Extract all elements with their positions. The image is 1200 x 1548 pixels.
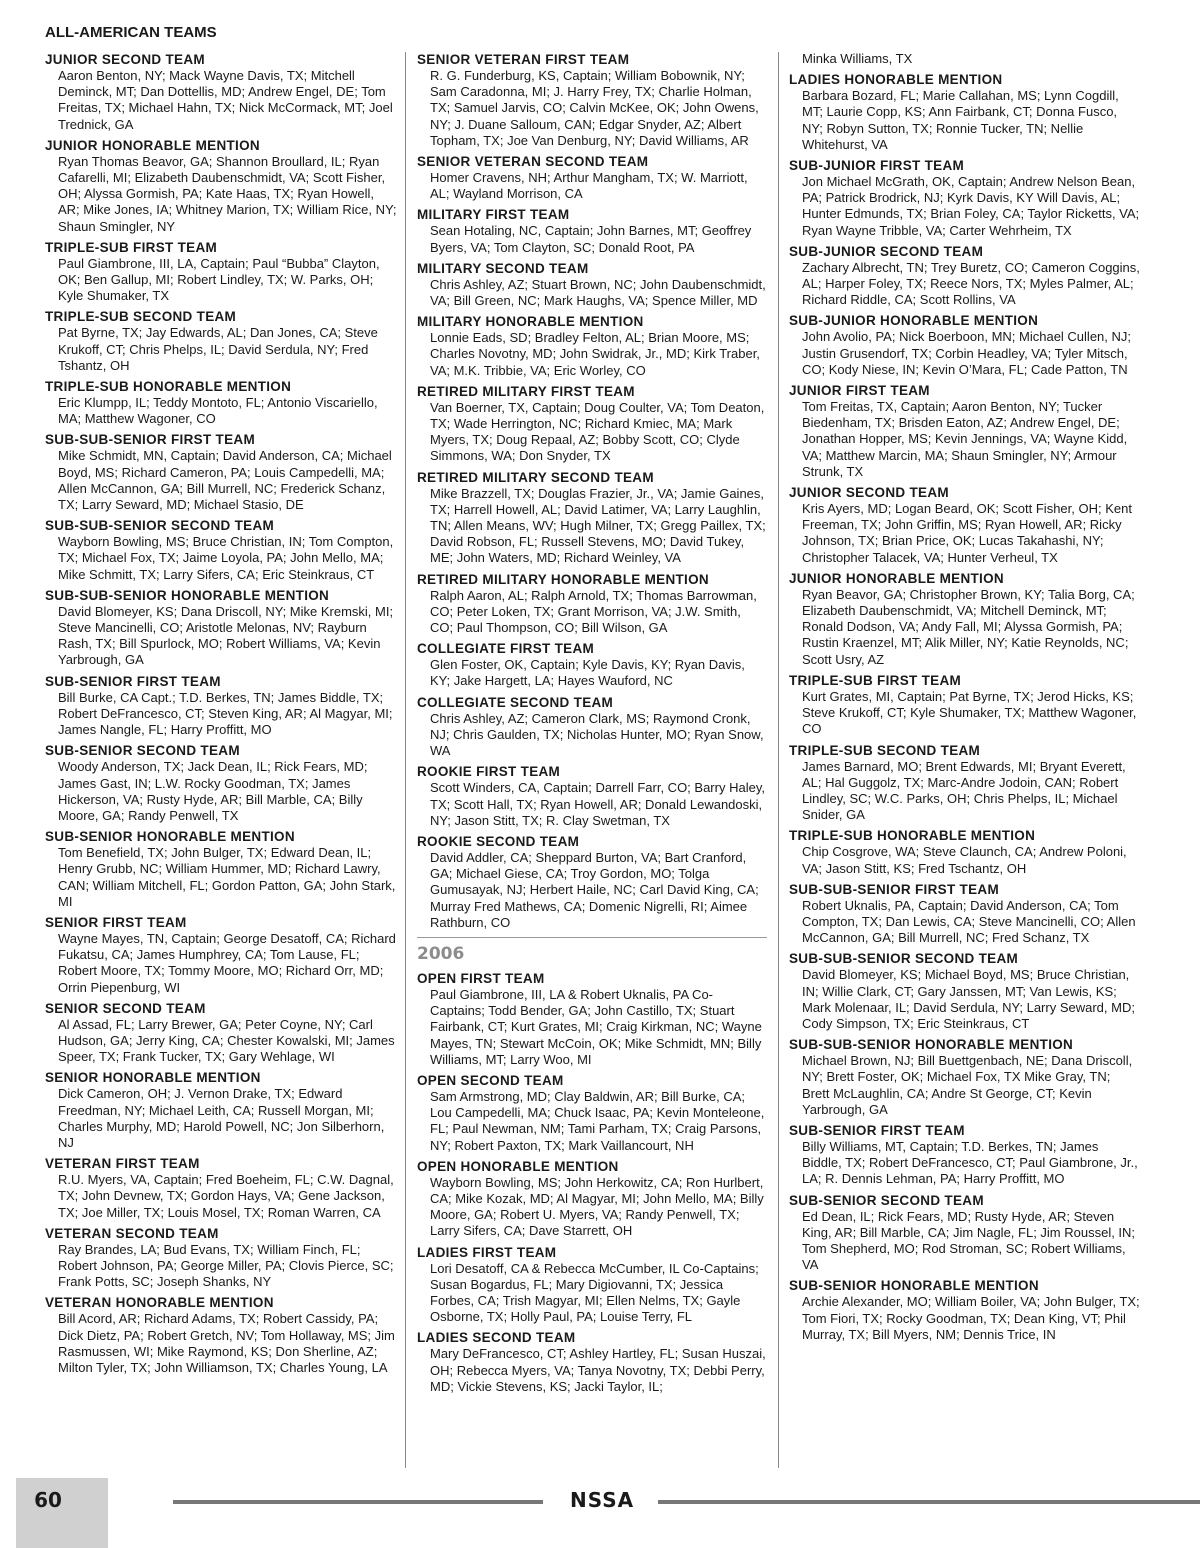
section-heading: TRIPLE-SUB SECOND TEAM [45, 309, 237, 325]
page-number: 60 [34, 1488, 62, 1512]
section-names: David Blomeyer, KS; Dana Driscoll, NY; Mike Kremski, MI; Steve Mancinelli, CO; Aristotle Melonas, NV; Rayburn Rash, TX; Bill Spurlock, MO; Robert Williams, VA; Kevin Yarbrough, GA [58, 603, 394, 668]
section-names: Mike Schmidt, MN, Captain; David Anderson, CA; Michael Boyd, MS; Richard Cameron, PA; Louis Campedelli, MA; Allen McCannon, GA; Bill Murrell, NC; Frederick Schanz, TX; Larry Seward, MD; Michael Stasio, DE [58, 448, 392, 513]
column-1 [45, 51, 397, 1380]
team-section [789, 1277, 1141, 1343]
section-names: Lori Desatoff, CA & Rebecca McCumber, IL Co-Captains; Susan Bogardus, FL; Mary Digiovanni, TX; Jessica Forbes, CA; Trish Magyar, MI; Ellen Nelms, TX; Gayle Osborne, TX; Holly Paul, PA; Louise Terry, FL [430, 1260, 759, 1325]
team-section [417, 640, 767, 689]
team-section [417, 1158, 767, 1240]
section-heading: SUB-SUB-SENIOR FIRST TEAM [45, 432, 255, 448]
column-divider [405, 52, 406, 1468]
section-names: Mike Brazzell, TX; Douglas Frazier, Jr., VA; Jamie Gaines, TX; Harrell Howell, AL; David Latimer, VA; Larry Laughlin, TN; Allen Means, WV; Hugh Milner, TX; Gregg Paillex, TX; David Robson, FL; Russell Stevens, MO; David Tukey, ME; John Waters, MD; Richard Weinley, VA [430, 485, 766, 566]
section-names: Wayne Mayes, TN, Captain; George Desatoff, CA; Richard Fukatsu, CA; James Humphrey, CA; Tom Lause, FL; Robert Moore, TX; Tommy Moore, MO; Richard Orr, MD; Orrin Piepenburg, WI [58, 930, 396, 995]
section-heading: LADIES SECOND TEAM [417, 1330, 576, 1346]
section-heading: SUB-JUNIOR FIRST TEAM [789, 158, 965, 174]
column-3 [789, 51, 1141, 1347]
section-names: Archie Alexander, MO; William Boiler, VA; John Bulger, TX; Tom Fiori, TX; Rocky Goodman, TX; Dean King, VT; Phil Murray, TX; Bill Myers, NM; Dennis Trice, IN [802, 1294, 1140, 1342]
section-heading: SUB-SUB-SENIOR HONORABLE MENTION [789, 1037, 1074, 1053]
team-section [417, 383, 767, 465]
team-section [789, 71, 1141, 153]
section-heading: JUNIOR SECOND TEAM [789, 485, 949, 501]
team-section [417, 1329, 767, 1395]
team-section [417, 1072, 767, 1154]
team-section [45, 308, 397, 374]
section-names: Minka Williams, TX [802, 51, 913, 66]
section-names: R.U. Myers, VA, Captain; Fred Boeheim, FL; C.W. Dagnal, TX; John Devnew, TX; Gordon Hays, VA; Gene Jackson, TX; Joe Miller, TX; Louis Mosel, TX; Roman Warren, CA [58, 1172, 394, 1220]
section-names: Wayborn Bowling, MS; John Herkowitz, CA; Ron Hurlbert, CA; Mike Kozak, MD; Al Magyar, MI; John Mello, MA; Billy Moore, GA; Robert U. Myers, VA; Randy Penwell, TX; Larry Sifers, CA; Dave Starrett, OH [430, 1174, 764, 1239]
section-names: Ray Brandes, LA; Bud Evans, TX; William Finch, FL; Robert Johnson, PA; George Miller, PA; Clovis Pierce, SC; Frank Potts, SC; Joseph Shanks, NY [58, 1241, 394, 1290]
year-heading: 2006 [417, 943, 465, 964]
section-heading: VETERAN HONORABLE MENTION [45, 1295, 274, 1311]
column-2 [417, 51, 767, 1399]
section-names: R. G. Funderburg, KS, Captain; William Bobownik, NY; Sam Caradonna, MI; J. Harry Frey, TX; Charlie Holman, TX; Samuel Jarvis, CO; Calvin McKee, OK; John Owens, NY; J. Duane Salloum, CAN; Edgar Snyder, AZ; Albert Topham, TX; Joe Van Denburg, NY; David Williams, AR [430, 68, 759, 148]
team-section [417, 970, 767, 1068]
section-heading: OPEN HONORABLE MENTION [417, 1158, 619, 1174]
section-heading: JUNIOR FIRST TEAM [789, 383, 930, 399]
section-heading: SENIOR VETERAN FIRST TEAM [417, 52, 630, 67]
footer-brand: NSSA [570, 1488, 635, 1512]
team-section [417, 153, 767, 202]
section-heading: JUNIOR HONORABLE MENTION [45, 137, 260, 153]
section-heading: SUB-SUB-SENIOR SECOND TEAM [45, 518, 275, 534]
team-section [789, 484, 1141, 566]
section-names: David Addler, CA; Sheppard Burton, VA; Bart Cranford, GA; Michael Giese, CA; Troy Gordon, MO; Tolga Gumusayak, NJ; Herbert Haile, NC; Carl David King, CA; Murray Fred Mathews, CA; Domenic Nigrelli, RI; Aimee Rathburn, CO [430, 849, 759, 930]
section-heading: RETIRED MILITARY FIRST TEAM [417, 383, 635, 399]
team-section [789, 1192, 1141, 1274]
team-section [45, 378, 397, 427]
section-heading: SENIOR SECOND TEAM [45, 1000, 206, 1016]
team-section [417, 260, 767, 309]
year-divider [417, 937, 767, 938]
team-section [45, 1294, 397, 1376]
team-section [45, 1000, 397, 1066]
team-section [45, 431, 397, 513]
team-section [45, 1225, 397, 1291]
section-heading: COLLEGIATE FIRST TEAM [417, 641, 595, 657]
section-heading: RETIRED MILITARY SECOND TEAM [417, 469, 654, 485]
column-divider [778, 52, 779, 1468]
section-names: Lonnie Eads, SD; Bradley Felton, AL; Brian Moore, MS; Charles Novotny, MD; John Swidrak, Jr., MD; Kirk Traber, VA; M.K. Tribbie, VA; Eric Worley, CO [430, 330, 760, 378]
section-heading: SUB-SENIOR FIRST TEAM [789, 1122, 965, 1138]
team-section [45, 137, 397, 235]
section-heading: TRIPLE-SUB HONORABLE MENTION [45, 379, 292, 395]
section-heading: MILITARY HONORABLE MENTION [417, 314, 644, 330]
section-names: Aaron Benton, NY; Mack Wayne Davis, TX; Mitchell Deminck, MT; Dan Dottellis, MD; Andrew Engel, DE; Tom Freitas, TX; Michael Hahn, TX; Nick McCormack, MT; Joel Trednick, GA [58, 68, 393, 132]
page-title: ALL-AMERICAN TEAMS [45, 24, 217, 41]
team-section [45, 1069, 397, 1151]
section-heading: SUB-SENIOR FIRST TEAM [45, 673, 221, 689]
section-names: Chip Cosgrove, WA; Steve Claunch, CA; Andrew Poloni, VA; Jason Stitt, KS; Fred Tschantz, OH [802, 844, 1127, 876]
section-names: David Blomeyer, KS; Michael Boyd, MS; Bruce Christian, IN; Willie Clark, CT; Gary Janssen, MT; Van Lewis, KS; Mark Molenaar, IL; David Serdula, NY; Larry Seward, MD; Cody Simpson, TX; Eric Steinkraus, CT [802, 967, 1135, 1031]
section-heading: MILITARY FIRST TEAM [417, 207, 570, 223]
section-heading: JUNIOR SECOND TEAM [45, 52, 205, 67]
section-heading: TRIPLE-SUB FIRST TEAM [789, 672, 962, 688]
section-heading: SUB-SENIOR SECOND TEAM [789, 1192, 984, 1208]
section-heading: SENIOR HONORABLE MENTION [45, 1070, 261, 1086]
section-names: Pat Byrne, TX; Jay Edwards, AL; Dan Jones, CA; Steve Krukoff, CT; Chris Phelps, IL; David Serdula, NY; Fred Tshantz, OH [58, 325, 378, 373]
section-names: Van Boerner, TX, Captain; Doug Coulter, VA; Tom Deaton, TX; Wade Herrington, NC; Richard Kmiec, MA; Mark Myers, TX; Doug Repaal, AZ; Bobby Scott, CO; Clyde Simmons, WA; Don Snyder, TX [430, 399, 765, 464]
section-heading: VETERAN SECOND TEAM [45, 1225, 219, 1241]
section-names: Chris Ashley, AZ; Stuart Brown, NC; John Daubenschmidt, VA; Bill Green, NC; Mark Haughs, VA; Spence Miller, MD [430, 276, 766, 309]
team-section [417, 1244, 767, 1326]
section-names: James Barnard, MO; Brent Edwards, MI; Bryant Everett, AL; Hal Guggolz, TX; Marc-Andre Jodoin, CAN; Robert Lindley, SC; W.C. Parks, OH; Chris Phelps, IL; Michael Snider, GA [802, 758, 1126, 823]
section-heading: ROOKIE SECOND TEAM [417, 833, 580, 849]
section-names: Michael Brown, NJ; Bill Buettgenbach, NE; Dana Driscoll, NY; Brett Foster, OK; Michael Fox, TX Mike Gray, TN; Brett McLaughlin, CA; Andre St George, CT; Kevin Yarbrough, GA [802, 1053, 1133, 1117]
team-section [45, 1155, 397, 1221]
team-section [789, 157, 1141, 239]
section-names: Mary DeFrancesco, CT; Ashley Hartley, FL; Susan Huszai, OH; Rebecca Myers, VA; Tanya Novotny, TX; Debbi Perry, MD; Vickie Stevens, KS; Jacki Taylor, IL; [430, 1346, 766, 1394]
section-names: Al Assad, FL; Larry Brewer, GA; Peter Coyne, NY; Carl Hudson, GA; Jerry King, CA; Chester Kowalski, MI; James Speer, TX; Frank Tucker, TX; Gary Wehlage, WI [58, 1016, 395, 1065]
section-heading: SUB-SUB-SENIOR HONORABLE MENTION [45, 587, 330, 603]
team-section [789, 570, 1141, 668]
section-heading: OPEN FIRST TEAM [417, 970, 545, 986]
section-heading: SUB-JUNIOR HONORABLE MENTION [789, 313, 1039, 329]
section-heading: SENIOR VETERAN SECOND TEAM [417, 154, 649, 170]
section-heading: SUB-SENIOR SECOND TEAM [45, 743, 240, 759]
column-2-lower [417, 970, 767, 1395]
team-section [789, 827, 1141, 876]
team-section [789, 1122, 1141, 1188]
team-section [789, 881, 1141, 947]
section-names: Paul Giambrone, III, LA & Robert Uknalis, PA Co-Captains; Todd Bender, GA; John Castillo, TX; Stuart Fairbank, CT; Kurt Grates, MI; Craig Kirkman, NC; Wayne Mayes, TN; Stewart McCoin, OK; Mike Schmidt, MN; Billy Williams, MT; Larry Woo, MI [430, 986, 762, 1067]
section-names: Billy Williams, MT, Captain; T.D. Berkes, TN; James Biddle, TX; Robert DeFrancesco, CT; Paul Giambrone, Jr., LA; R. Dennis Lehman, PA; Harry Proffitt, MO [802, 1138, 1138, 1187]
section-names: Ralph Aaron, AL; Ralph Arnold, TX; Thomas Barrowman, CO; Peter Loken, TX; Grant Morrison, VA; J.W. Smith, CO; Paul Thompson, CO; Bill Wilson, GA [430, 587, 757, 636]
team-section [789, 672, 1141, 738]
section-names: Kurt Grates, MI, Captain; Pat Byrne, TX; Jerod Hicks, KS; Steve Krukoff, CT; Kyle Shumaker, TX; Matthew Wagoner, CO [802, 688, 1137, 737]
section-heading: ROOKIE FIRST TEAM [417, 764, 561, 780]
section-heading: SUB-SENIOR HONORABLE MENTION [45, 829, 295, 845]
section-heading: SUB-JUNIOR SECOND TEAM [789, 243, 984, 259]
section-names: Glen Foster, OK, Captain; Kyle Davis, KY; Ryan Davis, KY; Jake Hargett, LA; Hayes Wauford, NC [430, 657, 745, 689]
section-heading: VETERAN FIRST TEAM [45, 1156, 200, 1172]
section-names: Scott Winders, CA, Captain; Darrell Farr, CO; Barry Haley, TX; Scott Hall, TX; Ryan Howell, AR; Donald Lewandoski, NY; Jason Stitt, TX; R. Clay Swetman, TX [430, 780, 765, 828]
section-heading: SUB-SENIOR HONORABLE MENTION [789, 1278, 1039, 1294]
team-section [45, 742, 397, 824]
team-section [45, 517, 397, 583]
section-names: Sam Armstrong, MD; Clay Baldwin, AR; Bill Burke, CA; Lou Campedelli, MA; Chuck Isaac, PA; Kevin Monteleone, FL; Paul Newman, NM; Tami Parham, TX; Craig Parsons, NY; Robert Paxton, TX; Mark Vaillancourt, NH [430, 1088, 765, 1153]
team-section [417, 763, 767, 829]
team-section [45, 587, 397, 669]
team-section [789, 950, 1141, 1032]
team-section [789, 312, 1141, 378]
section-heading: MILITARY SECOND TEAM [417, 260, 589, 276]
section-names: Dick Cameron, OH; J. Vernon Drake, TX; Edward Freedman, NY; Michael Leith, CA; Russell Morgan, MI; Charles Murphy, MD; Harold Powell, NC; Jon Silberhorn, NJ [58, 1086, 385, 1150]
footer-rule-left [173, 1500, 543, 1504]
section-names: Sean Hotaling, NC, Captain; John Barnes, MT; Geoffrey Byers, VA; Tom Clayton, SC; Donald Root, PA [430, 223, 752, 255]
section-names: Woody Anderson, TX; Jack Dean, IL; Rick Fears, MD; James Gast, IN; L.W. Rocky Goodman, TX; James Hickerson, VA; Rusty Hyde, AR; Bill Marble, CA; Billy Moore, GA; Randy Penwell, TX [58, 759, 368, 823]
section-heading: LADIES FIRST TEAM [417, 1244, 557, 1260]
continued-entry [789, 51, 1141, 67]
section-names: Tom Freitas, TX, Captain; Aaron Benton, NY; Tucker Biedenham, TX; Brisden Eaton, AZ; Andrew Engel, DE; Jonathan Hopper, MS; Kevin Jennings, VA; Wayne Kidd, VA; Matthew Marcin, MA; Shaun Smingler, NY; Armour Strunk, TX [802, 399, 1128, 479]
section-names: Zachary Albrecht, TN; Trey Buretz, CO; Cameron Coggins, AL; Harper Foley, TX; Reece Nors, TX; Myles Palmer, AL; Richard Riddle, CA; Scott Rollins, VA [802, 259, 1140, 308]
team-section [45, 239, 397, 305]
section-names: Homer Cravens, NH; Arthur Mangham, TX; W. Marriott, AL; Wayland Morrison, CA [430, 170, 748, 202]
team-section [417, 694, 767, 760]
section-heading: SUB-SUB-SENIOR FIRST TEAM [789, 881, 999, 897]
section-names: Tom Benefield, TX; John Bulger, TX; Edward Dean, IL; Henry Grubb, NC; William Hummer, MD; Richard Lawry, CAN; William Mitchell, FL; Gordon Patton, GA; John Stark, MI [58, 845, 396, 909]
section-names: Paul Giambrone, III, LA, Captain; Paul “Bubba” Clayton, OK; Ben Gallup, MI; Robert Lindley, TX; W. Parks, OH; Kyle Shumaker, TX [58, 255, 380, 304]
column-3-sections [789, 71, 1141, 1343]
team-section [417, 571, 767, 637]
team-section [417, 51, 767, 149]
section-heading: JUNIOR HONORABLE MENTION [789, 570, 1004, 586]
section-names: Ryan Beavor, GA; Christopher Brown, KY; Talia Borg, CA; Elizabeth Daubenschmidt, VA; Mitchell Deminck, MT; Ronald Dodson, VA; Andy Fall, MI; Alyssa Gormish, PA; Rustin Kraenzel, MT; Alik Miller, NY; Katie Reynolds, NC; Scott Usry, AZ [802, 586, 1135, 667]
section-heading: TRIPLE-SUB FIRST TEAM [45, 239, 218, 255]
section-heading: LADIES HONORABLE MENTION [789, 72, 1003, 88]
section-names: Wayborn Bowling, MS; Bruce Christian, IN; Tom Compton, TX; Michael Fox, TX; Jaime Loyola, PA; John Mello, MA; Mike Schmitt, TX; Larry Sifers, CA; Eric Steinkraus, CT [58, 534, 394, 582]
section-heading: TRIPLE-SUB SECOND TEAM [789, 742, 981, 758]
team-section [789, 382, 1141, 480]
section-heading: TRIPLE-SUB HONORABLE MENTION [789, 828, 1036, 844]
team-section [45, 51, 397, 133]
section-heading: RETIRED MILITARY HONORABLE MENTION [417, 571, 709, 587]
team-section [45, 828, 397, 910]
column-2-upper [417, 51, 767, 931]
section-names: Bill Burke, CA Capt.; T.D. Berkes, TN; James Biddle, TX; Robert DeFrancesco, CT; Steven King, AR; Al Magyar, MI; James Nangle, FL; Harry Proffitt, MO [58, 689, 393, 738]
section-names: Ryan Thomas Beavor, GA; Shannon Broullard, IL; Ryan Cafarelli, MI; Elizabeth Daubenschmidt, VA; Scott Fisher, OH; Alyssa Gormish, PA; Kate Haas, TX; Ryan Howell, AR; Mike Jones, IA; Whitney Marion, TX; William Rice, NY; Shaun Smingler, NY [58, 153, 397, 234]
team-section [417, 833, 767, 931]
section-names: John Avolio, PA; Nick Boerboon, MN; Michael Cullen, NJ; Justin Grusendorf, TX; Corbin Headley, VA; Tyler Mitsch, CO; Kody Niese, IN; Kevin O’Mara, FL; Cade Patton, TN [802, 329, 1131, 377]
section-heading: OPEN SECOND TEAM [417, 1072, 564, 1088]
section-names: Ed Dean, IL; Rick Fears, MD; Rusty Hyde, AR; Steven King, AR; Bill Marble, CA; Jim Nagle, FL; Jim Roussel, IN; Tom Shepherd, MO; Rod Stroman, SC; Robert Williams, VA [802, 1208, 1136, 1273]
footer-rule-right [658, 1500, 1200, 1504]
section-heading: SUB-SUB-SENIOR SECOND TEAM [789, 951, 1019, 967]
section-names: Kris Ayers, MD; Logan Beard, OK; Scott Fisher, OH; Kent Freeman, TX; John Griffin, MS; Ryan Howell, AR; Ricky Johnson, TX; Brian Price, OK; Lucas Takahashi, NY; Christopher Talacek, VA; Hunter Verheul, TX [802, 501, 1132, 565]
section-names: Jon Michael McGrath, OK, Captain; Andrew Nelson Bean, PA; Patrick Brodrick, NJ; Kyrk Davis, KY Will Davis, AL; Hunter Edmunds, TX; Brian Foley, CA; Taylor Ricketts, VA; Ryan Wayne Tribble, VA; Carter Wehrheim, TX [802, 174, 1140, 238]
team-section [789, 243, 1141, 309]
section-names: Eric Klumpp, IL; Teddy Montoto, FL; Antonio Viscariello, MA; Matthew Wagoner, CO [58, 395, 378, 427]
section-heading: COLLEGIATE SECOND TEAM [417, 694, 614, 710]
team-section [417, 469, 767, 567]
section-heading: SENIOR FIRST TEAM [45, 914, 187, 930]
team-section [45, 914, 397, 996]
team-section [417, 313, 767, 379]
team-section [789, 1036, 1141, 1118]
section-names: Bill Acord, AR; Richard Adams, TX; Robert Cassidy, PA; Dick Dietz, PA; Robert Gretch, NV; Tom Hollaway, MS; Jim Rasmussen, WI; Mike Raymond, KS; Don Sherline, AZ; Milton Tyler, TX; John Williamson, TX; Charles Young, LA [58, 1311, 395, 1375]
team-section [417, 206, 767, 255]
team-section [789, 742, 1141, 824]
section-names: Robert Uknalis, PA, Captain; David Anderson, CA; Tom Compton, TX; Dan Lewis, CA; Steve Mancinelli, CO; Allen McCannon, GA; Bill Murrell, NC; Fred Schanz, TX [802, 897, 1136, 946]
section-names: Chris Ashley, AZ; Cameron Clark, MS; Raymond Cronk, NJ; Chris Gaulden, TX; Nicholas Hunter, MO; Ryan Snow, WA [430, 710, 764, 759]
section-names: Barbara Bozard, FL; Marie Callahan, MS; Lynn Cogdill, MT; Laurie Copp, KS; Ann Fairbank, CT; Donna Fusco, NY; Robyn Sutton, TX; Ronnie Tucker, TN; Nellie Whitehurst, VA [802, 88, 1119, 152]
team-section [45, 673, 397, 739]
